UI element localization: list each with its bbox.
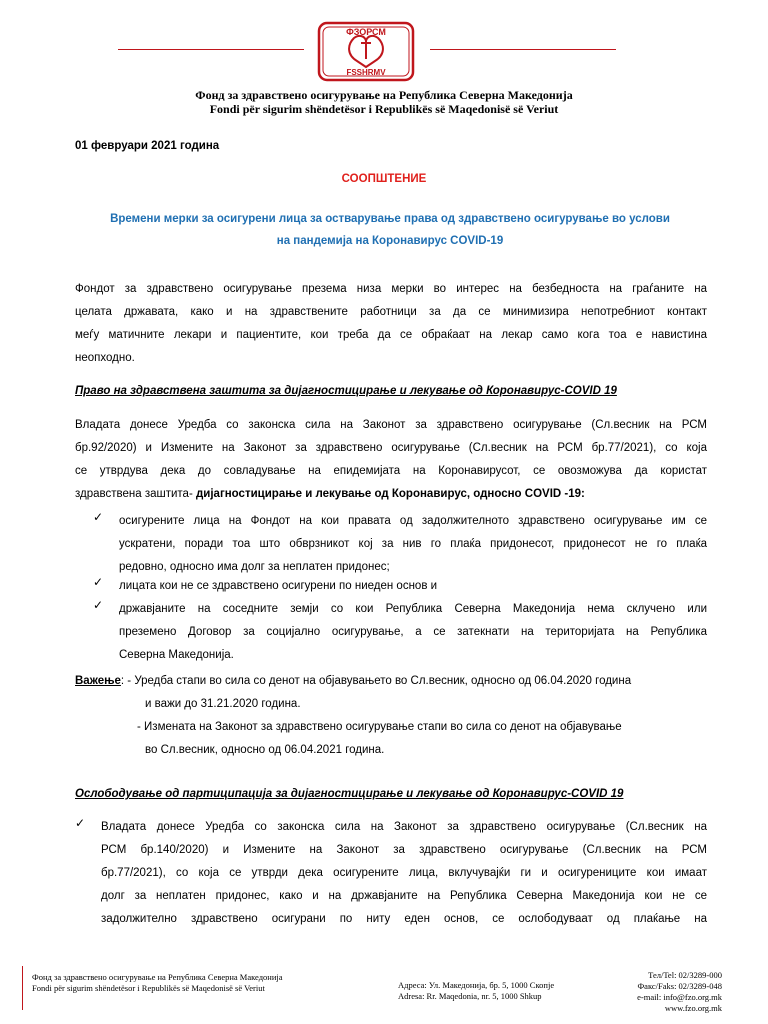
check-icon: ✓: [93, 510, 104, 524]
bullet-3: [119, 598, 707, 667]
footer-left: [32, 972, 283, 994]
section1-line-last: [75, 483, 707, 506]
section2-line: бр.77/2021), со која се утврди дека осигурените лица, вклучувајќи ги и осигурениците кои имаат: [101, 867, 707, 879]
notice-title: СООПШТЕНИЕ: [341, 173, 427, 185]
check-icon: ✓: [75, 816, 86, 830]
fund-logo: [317, 21, 415, 82]
footer-org-mk: Фонд за здравствено осигурување на Република Северна Македонија: [32, 972, 283, 982]
section1-line: се утврдува дека до совладување на епидемијата на Коронавирусот, се овозможува да користат: [75, 465, 707, 477]
footer-org-al: Fondi për sigurim shëndetësor i Republikës së Maqedonisë së Veriut: [32, 983, 265, 993]
section2-heading: Ослободување од партиципација за дијагностицирање и лекување од Коронавирус-COVID 19: [75, 788, 624, 800]
section2-line: задолжително здравствено осигурани по ниту еден основ, се ослободуваат од плаќање на: [101, 913, 707, 925]
bullet-3-line: државјаните на соседните земји со кои Република Северна Македонија нема склучено или: [119, 603, 707, 615]
intro-line: меѓу матичните лекари и пациентите, кои треба да се обраќаат на лекар само кога тоа е навистина: [75, 329, 707, 341]
bullet-3-line: преземено Договор за социјално осигурување, а се затекнати на територијата на Република: [119, 626, 707, 638]
bullet-1-line: редовно, односно има долг за неплатен придонес;: [119, 561, 390, 573]
notice-subtitle: [80, 208, 700, 252]
footer-address-al: Adresa: Rr. Maqedonia, nr. 5, 1000 Shkup: [398, 991, 542, 1001]
section1-paragraph: [75, 414, 707, 506]
footer-email[interactable]: e-mail: info@fzo.org.mk: [637, 992, 722, 1002]
subtitle-line-1: Времени мерки за осигурени лица за остварување права од здравствено осигурување во услови: [110, 213, 670, 225]
section2-line: РСМ бр.140/2020) и Измените на Законот за здравствено осигурување (Сл.весник на РСМ: [101, 844, 707, 856]
intro-paragraph: [75, 278, 707, 370]
check-icon: ✓: [93, 575, 104, 589]
validity-line-4: во Сл.весник, односно од 06.04.2021 година.: [145, 744, 385, 756]
check-icon: ✓: [93, 598, 104, 612]
section2-bullet: [101, 816, 707, 931]
bullet-1-line: ускратени, поради тоа што обврзникот кој за нив го плаќа придонесот, придонесот не го плаќа: [119, 538, 707, 550]
header-rule-right: [430, 49, 616, 50]
intro-line: целата државата, како и на здравствените работници за да се минимизира непотребниот контакт: [75, 306, 707, 318]
org-name-mk: Фонд за здравствено осигурување на Република Северна Македонија: [195, 88, 573, 102]
bullet-3-line: Северна Македонија.: [119, 649, 234, 661]
section1-heading: Право на здравствена заштита за дијагностицирање и лекување од Коронавирус-COVID 19: [75, 385, 617, 397]
validity-text-1: : - Уредба стапи во сила со денот на објавувањето во Сл.весник, односно од 06.04.2020 година: [120, 675, 632, 687]
section1-last-normal: здравствена заштита-: [75, 488, 196, 500]
section2-line: долг за неплатен придонес, како и на државјаните на Република Северна Македонија кои не се: [101, 890, 707, 902]
footer-address-mk: Адреса: Ул. Македонија, бр. 5, 1000 Скопје: [398, 980, 555, 990]
subtitle-line-2: на пандемија на Коронавирус COVID-19: [276, 235, 504, 247]
bullet-2-line: лицата кои не се здравствено осигурени по ниеден основ и: [119, 580, 438, 592]
validity-line-2: и важи до 31.21.2020 година.: [145, 698, 301, 710]
org-name-al: Fondi për sigurim shëndetësor i Republikës së Maqedonisë së Veriut: [209, 102, 559, 116]
validity-label: Важење: [75, 675, 121, 687]
footer-fax: Факс/Faks: 02/3289-048: [637, 981, 722, 991]
bullet-1-line: осигурените лица на Фондот на кои правата од задолжителното здравствено осигурување им се: [119, 515, 707, 527]
intro-line: Фондот за здравствено осигурување презема низа мерки во интерес на безбедноста на граѓаните на: [75, 283, 707, 295]
validity-block: [75, 670, 715, 762]
logo-text-bottom: FSSHRMV: [346, 68, 386, 77]
section1-last-bold: дијагностицирање и лекување од Коронавирус, односно COVID -19:: [195, 488, 585, 500]
section1-line: бр.92/2020) и Измените на Законот за здравствено осигурување (Сл.весник на РСМ бр.77/2021), со која: [75, 442, 707, 454]
bullet-2: [119, 575, 707, 598]
validity-line-1: [75, 670, 715, 693]
footer-contact: [637, 970, 722, 1014]
footer-phone: Тел/Tel: 02/3289-000: [648, 970, 722, 980]
footer-address: [398, 980, 554, 1002]
section1-line: Владата донесе Уредба со законска сила на Законот за здравствено осигурување (Сл.весник на РСМ: [75, 419, 707, 431]
document-date: 01 февруари 2021 година: [75, 140, 220, 152]
footer-rule: [22, 966, 23, 1010]
bullet-1: [119, 510, 707, 579]
header-rule-left: [118, 49, 304, 50]
intro-line: неопходно.: [75, 352, 135, 364]
footer-website[interactable]: www.fzo.org.mk: [664, 1003, 722, 1013]
validity-line-3: - Измената на Законот за здравствено осигурување стапи во сила со денот на објавување: [137, 721, 622, 733]
logo-text-top: ФЗОРСМ: [346, 27, 386, 37]
section2-line: Владата донесе Уредба со законска сила на Законот за здравствено осигурување (Сл.весник на: [101, 821, 707, 833]
